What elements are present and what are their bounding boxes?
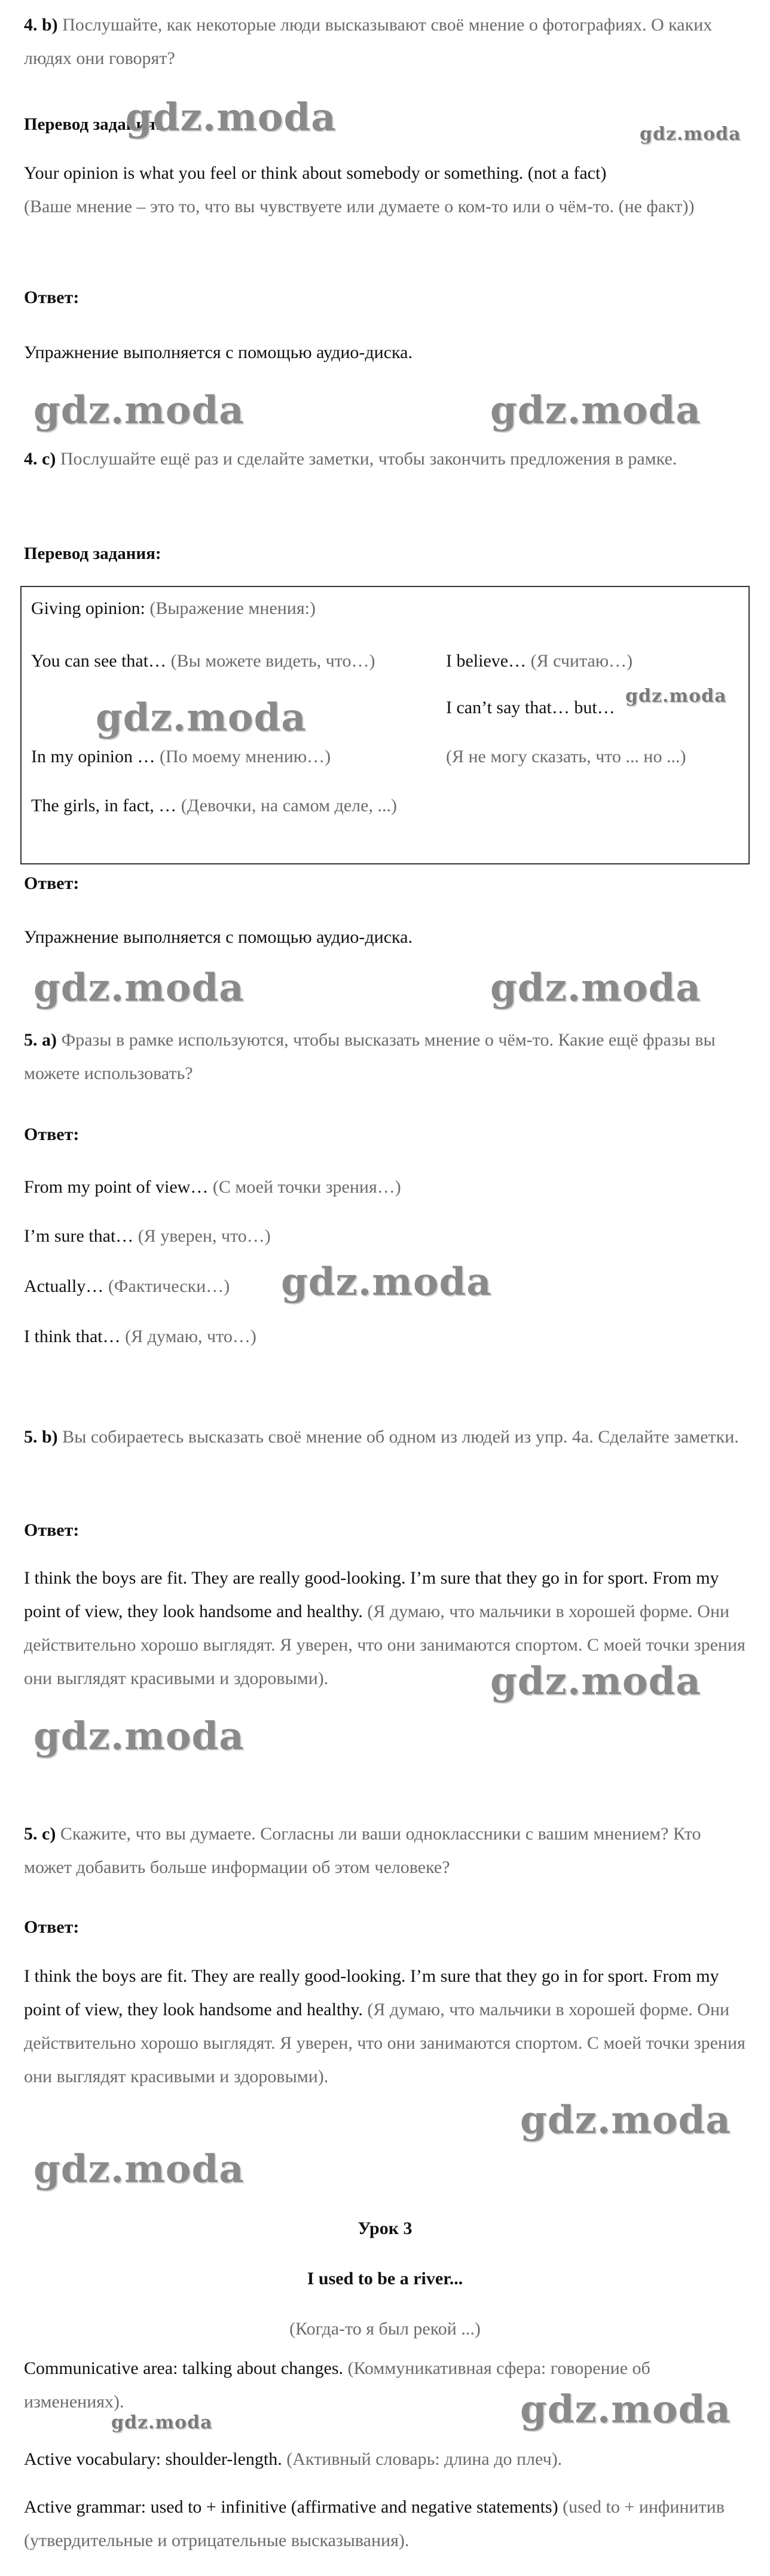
q4b-translation-heading: Перевод задания: — [24, 115, 161, 134]
q4c-text: Послушайте ещё раз и сделайте заметки, чтобы закончить предложения в рамке. — [60, 449, 677, 469]
watermark-logo: gdz.moda — [111, 2412, 213, 2433]
box-left-ru: (Девочки, на самом деле, ...) — [181, 796, 397, 815]
box-left-en: In my opinion … — [31, 747, 155, 766]
watermark-logo: gdz.moda — [490, 388, 701, 433]
phrase-en: I’m sure that… — [24, 1226, 134, 1246]
box-right-ru-line: (Я не могу сказать, что ... но ...) — [446, 747, 686, 766]
q5a-text: Фразы в рамке используются, чтобы высказать мнение о чём-то. Какие ещё фразы вы можете использовать? — [24, 1030, 716, 1083]
q5b-task — [24, 1420, 747, 1454]
box-left-ru: (По моему мнению…) — [160, 747, 331, 766]
q4b-text: Послушайте, как некоторые люди высказывают своё мнение о фотографиях. О каких людях они говорят? — [24, 15, 713, 68]
phrase-ru: (Я уверен, что…) — [138, 1226, 271, 1246]
communicative-en: Communicative area: talking about changes. — [24, 2358, 343, 2378]
q4b-answer-heading: Ответ: — [24, 288, 80, 307]
q5a-number: 5. a) — [24, 1030, 57, 1050]
watermark-logo: gdz.moda — [126, 95, 337, 140]
box-right-ru: (Я считаю…) — [530, 651, 633, 671]
box-title — [31, 592, 569, 625]
q4c-translation-heading: Перевод задания: — [24, 544, 161, 563]
q4b-translation-en: Your opinion is what you feel or think about somebody or something. (not a fact) — [24, 163, 607, 183]
lesson-title: Урок 3 — [358, 2219, 412, 2238]
q4b-task — [24, 8, 747, 75]
q4b-number: 4. b) — [24, 15, 58, 35]
lesson-vocabulary — [24, 2443, 747, 2476]
watermark-logo: gdz.moda — [490, 1659, 701, 1704]
grammar-ru: (used to + инфинитив (утвердительные и отрицательные высказывания). — [24, 2497, 725, 2550]
vocabulary-ru: (Активный словарь: длина до плеч). — [286, 2449, 563, 2469]
watermark-logo: gdz.moda — [281, 1260, 492, 1304]
watermark-logo: gdz.moda — [625, 686, 727, 707]
box-right-en-line: I can’t say that… but… — [446, 698, 615, 717]
watermark-logo: gdz.moda — [490, 965, 701, 1010]
box-right-en: I believe… — [446, 651, 527, 671]
communicative-ru: (Коммуникативная сфера: говорение об изменениях). — [24, 2358, 650, 2412]
phrase-item — [24, 1171, 747, 1204]
watermark-logo: gdz.moda — [640, 124, 741, 145]
q4c-answer-text: Упражнение выполняется с помощью аудио-диска. — [24, 927, 412, 947]
q5b-text: Вы собираетесь высказать своё мнение об одном из людей из упр. 4а. Сделайте заметки. — [62, 1427, 739, 1447]
q5c-answer — [24, 1960, 747, 2094]
lesson-grammar — [24, 2491, 747, 2557]
q4c-number: 4. c) — [24, 449, 56, 469]
q4c-task — [24, 442, 747, 476]
grammar-en: Active grammar: used to + infinitive (affirmative and negative statements) — [24, 2497, 558, 2517]
q5c-answer-heading: Ответ: — [24, 1917, 80, 1937]
watermark-logo: gdz.moda — [520, 2098, 731, 2143]
watermark-logo: gdz.moda — [33, 2147, 245, 2192]
phrase-item — [24, 1220, 747, 1253]
watermark-logo: gdz.moda — [520, 2387, 731, 2432]
phrase-en: From my point of view… — [24, 1177, 209, 1197]
q5b-answer-en: I think the boys are fit. They are really good-looking. I’m sure that they go in for sport. From my point of view, they look handsome and healthy. — [24, 1568, 719, 1621]
box-left-en: The girls, in fact, … — [31, 796, 177, 815]
q5c-task — [24, 1817, 747, 1884]
lesson-subtitle: I used to be a river... — [307, 2269, 463, 2288]
watermark-logo: gdz.moda — [33, 388, 245, 433]
phrase-en: I think that… — [24, 1327, 121, 1346]
q5b-answer-heading: Ответ: — [24, 1520, 80, 1540]
q5c-text: Скажите, что вы думаете. Согласны ли ваши одноклассники с вашим мнением? Кто может добавить больше информации об этом человеке? — [24, 1824, 701, 1877]
box-title-ru: (Выражение мнения:) — [149, 598, 316, 618]
box-title-en: Giving opinion: — [31, 598, 145, 618]
q4b-translation-ru: (Ваше мнение – это то, что вы чувствуете или думаете о ком-то или о чём-то. (не факт)) — [24, 197, 695, 216]
q4b-answer-text: Упражнение выполняется с помощью аудио-диска. — [24, 343, 412, 362]
watermark-logo: gdz.moda — [33, 1714, 245, 1759]
box-left-item — [31, 644, 402, 678]
q5c-number: 5. c) — [24, 1824, 56, 1844]
vocabulary-en: Active vocabulary: shoulder-length. — [24, 2449, 282, 2469]
lesson-subtitle-ru: (Когда-то я был рекой ...) — [289, 2319, 481, 2339]
q5b-number: 5. b) — [24, 1427, 58, 1447]
box-left-en: You can see that… — [31, 651, 167, 671]
phrase-ru: (Фактически…) — [108, 1276, 230, 1296]
q5a-task — [24, 1023, 747, 1090]
q5c-answer-ru: (Я думаю, что мальчики в хорошей форме. Они действительно хорошо выглядят. Я уверен, что они занимаются спортом. С моей точки зрения они выглядят красивыми и здоровыми). — [24, 2000, 745, 2086]
watermark-logo: gdz.moda — [96, 695, 307, 740]
box-right-item — [446, 644, 733, 678]
box-left-item — [31, 740, 402, 774]
phrase-ru: (С моей точки зрения…) — [212, 1177, 401, 1197]
phrase-en: Actually… — [24, 1276, 104, 1296]
phrase-item — [24, 1320, 747, 1353]
box-left-item — [31, 789, 402, 823]
phrase-ru: (Я думаю, что…) — [125, 1327, 256, 1346]
watermark-logo: gdz.moda — [33, 965, 245, 1010]
q5b-answer-ru: (Я думаю, что мальчики в хорошей форме. Они действительно хорошо выглядят. Я уверен, что они занимаются спортом. С моей точки зрения они выглядят красивыми и здоровыми). — [24, 1602, 745, 1688]
q5a-answer-heading: Ответ: — [24, 1124, 80, 1144]
q4c-answer-heading: Ответ: — [24, 873, 80, 893]
q5c-answer-en: I think the boys are fit. They are really good-looking. I’m sure that they go in for sport. From my point of view, they look handsome and healthy. — [24, 1966, 719, 2019]
box-left-ru: (Вы можете видеть, что…) — [170, 651, 375, 671]
